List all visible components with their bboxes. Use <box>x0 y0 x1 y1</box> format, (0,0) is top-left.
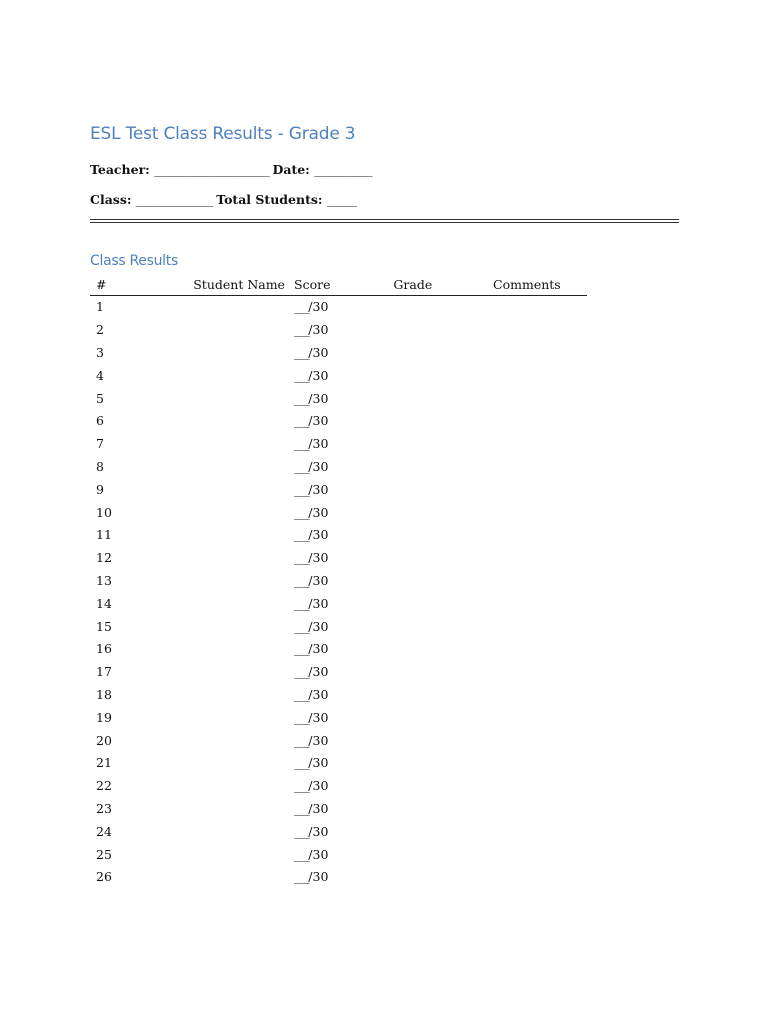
row-number: 26 <box>96 869 112 885</box>
score-cell <box>288 501 387 524</box>
grade-cell <box>387 866 487 889</box>
score-max: /30 <box>308 413 329 429</box>
student-name-cell <box>187 798 288 821</box>
score-cell <box>288 342 387 365</box>
comments-cell <box>487 296 587 319</box>
score-max: /30 <box>308 664 329 680</box>
score-blank: ___ <box>294 664 309 680</box>
comments-cell <box>487 592 587 615</box>
grade-cell <box>387 478 487 501</box>
comments-cell <box>487 433 587 456</box>
score-max: /30 <box>308 823 329 839</box>
grade-cell <box>387 775 487 798</box>
score-cell <box>288 661 387 684</box>
table-row <box>90 638 587 661</box>
grade-cell <box>387 364 487 387</box>
grade-cell <box>387 843 487 866</box>
row-number: 1 <box>96 299 104 315</box>
comments-cell <box>487 866 587 889</box>
score-max: /30 <box>308 778 329 794</box>
row-number: 25 <box>96 846 112 862</box>
score-max: /30 <box>308 458 329 474</box>
grade-cell <box>387 615 487 638</box>
score-cell <box>288 752 387 775</box>
teacher-date-line <box>90 162 371 177</box>
score-cell <box>288 478 387 501</box>
table-row <box>90 661 587 684</box>
table-row <box>90 456 587 479</box>
table-row <box>90 524 587 547</box>
score-blank: ___ <box>294 709 309 725</box>
row-number: 9 <box>96 481 104 497</box>
page-title: ESL Test Class Results - Grade 3 <box>90 124 356 144</box>
grade-cell <box>387 729 487 752</box>
row-number: 13 <box>96 572 112 588</box>
score-cell <box>288 456 387 479</box>
table-row <box>90 570 587 593</box>
comments-cell <box>487 524 587 547</box>
score-blank: ___ <box>294 344 309 360</box>
comments-cell <box>487 501 587 524</box>
student-name-cell <box>187 706 288 729</box>
student-name-cell <box>187 775 288 798</box>
score-cell <box>288 547 387 570</box>
grade-cell <box>387 410 487 433</box>
score-blank: ___ <box>294 755 309 771</box>
score-cell <box>288 524 387 547</box>
grade-cell <box>387 661 487 684</box>
grade-cell <box>387 638 487 661</box>
score-blank: ___ <box>294 413 309 429</box>
section-title: Class Results <box>90 253 178 269</box>
score-blank: ___ <box>294 322 309 338</box>
score-blank: ___ <box>294 572 309 588</box>
comments-cell <box>487 706 587 729</box>
row-number: 22 <box>96 778 112 794</box>
grade-cell <box>387 820 487 843</box>
score-max: /30 <box>308 322 329 338</box>
student-name-cell <box>187 524 288 547</box>
score-max: /30 <box>308 800 329 816</box>
date-blank: ____________ <box>314 162 372 177</box>
row-number: 21 <box>96 755 112 771</box>
table-row <box>90 843 587 866</box>
row-number: 5 <box>96 390 104 406</box>
comments-cell <box>487 661 587 684</box>
row-number: 14 <box>96 595 112 611</box>
table-row <box>90 296 587 319</box>
table-row <box>90 820 587 843</box>
score-cell <box>288 684 387 707</box>
table-row <box>90 410 587 433</box>
student-name-cell <box>187 729 288 752</box>
score-blank: ___ <box>294 869 309 885</box>
student-name-cell <box>187 319 288 342</box>
score-max: /30 <box>308 344 329 360</box>
table-header-row <box>90 276 587 296</box>
score-cell <box>288 433 387 456</box>
score-cell <box>288 843 387 866</box>
score-cell <box>288 296 387 319</box>
table-row <box>90 729 587 752</box>
score-blank: ___ <box>294 641 309 657</box>
score-max: /30 <box>308 732 329 748</box>
score-blank: ___ <box>294 527 309 543</box>
score-max: /30 <box>308 755 329 771</box>
row-number: 8 <box>96 458 104 474</box>
row-number: 6 <box>96 413 104 429</box>
comments-cell <box>487 319 587 342</box>
score-blank: ___ <box>294 458 309 474</box>
row-number: 20 <box>96 732 112 748</box>
student-name-cell <box>187 547 288 570</box>
row-number: 23 <box>96 800 112 816</box>
score-max: /30 <box>308 869 329 885</box>
comments-cell <box>487 798 587 821</box>
grade-cell <box>387 570 487 593</box>
table-row <box>90 866 587 889</box>
comments-cell <box>487 752 587 775</box>
total-students-blank: ______ <box>326 192 356 207</box>
grade-cell <box>387 706 487 729</box>
score-max: /30 <box>308 595 329 611</box>
table-row <box>90 433 587 456</box>
comments-cell <box>487 478 587 501</box>
table-row <box>90 342 587 365</box>
row-number: 18 <box>96 686 112 702</box>
comments-cell <box>487 729 587 752</box>
row-number: 12 <box>96 550 112 566</box>
table-row <box>90 478 587 501</box>
student-name-cell <box>187 615 288 638</box>
grade-cell <box>387 684 487 707</box>
score-blank: ___ <box>294 550 309 566</box>
table-row <box>90 592 587 615</box>
score-cell <box>288 410 387 433</box>
score-blank: ___ <box>294 618 309 634</box>
class-label: Class: <box>90 192 132 207</box>
score-blank: ___ <box>294 367 309 383</box>
comments-cell <box>487 615 587 638</box>
student-name-cell <box>187 364 288 387</box>
score-max: /30 <box>308 618 329 634</box>
score-blank: ___ <box>294 504 309 520</box>
total-students-label: Total Students: <box>216 192 323 207</box>
comments-cell <box>487 775 587 798</box>
grade-cell <box>387 319 487 342</box>
score-blank: ___ <box>294 299 309 315</box>
table-row <box>90 684 587 707</box>
grade-cell <box>387 798 487 821</box>
comments-cell <box>487 387 587 410</box>
grade-cell <box>387 387 487 410</box>
grade-cell <box>387 547 487 570</box>
student-name-cell <box>187 592 288 615</box>
score-max: /30 <box>308 504 329 520</box>
table-row <box>90 798 587 821</box>
row-number: 24 <box>96 823 112 839</box>
score-max: /30 <box>308 846 329 862</box>
student-name-cell <box>187 752 288 775</box>
class-total-line <box>90 192 355 207</box>
comments-cell <box>487 342 587 365</box>
score-max: /30 <box>308 572 329 588</box>
grade-cell <box>387 752 487 775</box>
score-cell <box>288 570 387 593</box>
student-name-cell <box>187 684 288 707</box>
row-number: 10 <box>96 504 112 520</box>
table-row <box>90 547 587 570</box>
score-cell <box>288 592 387 615</box>
score-cell <box>288 319 387 342</box>
row-number: 15 <box>96 618 112 634</box>
score-blank: ___ <box>294 436 309 452</box>
header-comments: Comments <box>487 276 587 296</box>
grade-cell <box>387 433 487 456</box>
row-number: 7 <box>96 436 104 452</box>
header-divider <box>90 219 679 223</box>
row-number: 4 <box>96 367 104 383</box>
student-name-cell <box>187 843 288 866</box>
score-blank: ___ <box>294 800 309 816</box>
student-name-cell <box>187 342 288 365</box>
score-max: /30 <box>308 550 329 566</box>
student-name-cell <box>187 456 288 479</box>
score-blank: ___ <box>294 846 309 862</box>
grade-cell <box>387 524 487 547</box>
score-cell <box>288 729 387 752</box>
row-number: 17 <box>96 664 112 680</box>
grade-cell <box>387 592 487 615</box>
row-number: 3 <box>96 344 104 360</box>
student-name-cell <box>187 410 288 433</box>
score-cell <box>288 638 387 661</box>
comments-cell <box>487 456 587 479</box>
comments-cell <box>487 410 587 433</box>
student-name-cell <box>187 387 288 410</box>
results-body <box>90 296 587 889</box>
score-cell <box>288 615 387 638</box>
score-blank: ___ <box>294 823 309 839</box>
grade-cell <box>387 501 487 524</box>
comments-cell <box>487 364 587 387</box>
comments-cell <box>487 547 587 570</box>
row-number: 19 <box>96 709 112 725</box>
score-blank: ___ <box>294 481 309 497</box>
header-student-name: Student Name <box>187 276 288 296</box>
student-name-cell <box>187 478 288 501</box>
comments-cell <box>487 820 587 843</box>
student-name-cell <box>187 501 288 524</box>
table-row <box>90 775 587 798</box>
comments-cell <box>487 684 587 707</box>
row-number: 2 <box>96 322 104 338</box>
table-row <box>90 615 587 638</box>
table-row <box>90 364 587 387</box>
score-blank: ___ <box>294 732 309 748</box>
date-label: Date: <box>272 162 310 177</box>
header-grade: Grade <box>387 276 487 296</box>
score-blank: ___ <box>294 778 309 794</box>
score-max: /30 <box>308 481 329 497</box>
header-score: Score <box>288 276 387 296</box>
header-number: # <box>90 276 187 296</box>
score-max: /30 <box>308 367 329 383</box>
table-row <box>90 706 587 729</box>
score-cell <box>288 798 387 821</box>
student-name-cell <box>187 820 288 843</box>
student-name-cell <box>187 296 288 319</box>
row-number: 11 <box>96 527 112 543</box>
table-row <box>90 501 587 524</box>
student-name-cell <box>187 661 288 684</box>
table-row <box>90 752 587 775</box>
score-cell <box>288 775 387 798</box>
teacher-blank: ________________________ <box>154 162 269 177</box>
score-cell <box>288 820 387 843</box>
comments-cell <box>487 638 587 661</box>
student-name-cell <box>187 570 288 593</box>
score-blank: ___ <box>294 686 309 702</box>
score-max: /30 <box>308 641 329 657</box>
student-name-cell <box>187 638 288 661</box>
row-number: 16 <box>96 641 112 657</box>
score-max: /30 <box>308 527 329 543</box>
comments-cell <box>487 570 587 593</box>
score-cell <box>288 866 387 889</box>
score-cell <box>288 706 387 729</box>
score-blank: ___ <box>294 595 309 611</box>
table-row <box>90 387 587 410</box>
grade-cell <box>387 296 487 319</box>
results-table <box>90 276 587 889</box>
score-max: /30 <box>308 686 329 702</box>
grade-cell <box>387 456 487 479</box>
table-row <box>90 319 587 342</box>
teacher-label: Teacher: <box>90 162 150 177</box>
student-name-cell <box>187 866 288 889</box>
score-max: /30 <box>308 390 329 406</box>
comments-cell <box>487 843 587 866</box>
score-max: /30 <box>308 436 329 452</box>
student-name-cell <box>187 433 288 456</box>
score-max: /30 <box>308 709 329 725</box>
score-max: /30 <box>308 299 329 315</box>
score-blank: ___ <box>294 390 309 406</box>
score-cell <box>288 364 387 387</box>
class-blank: ________________ <box>135 192 212 207</box>
score-cell <box>288 387 387 410</box>
grade-cell <box>387 342 487 365</box>
